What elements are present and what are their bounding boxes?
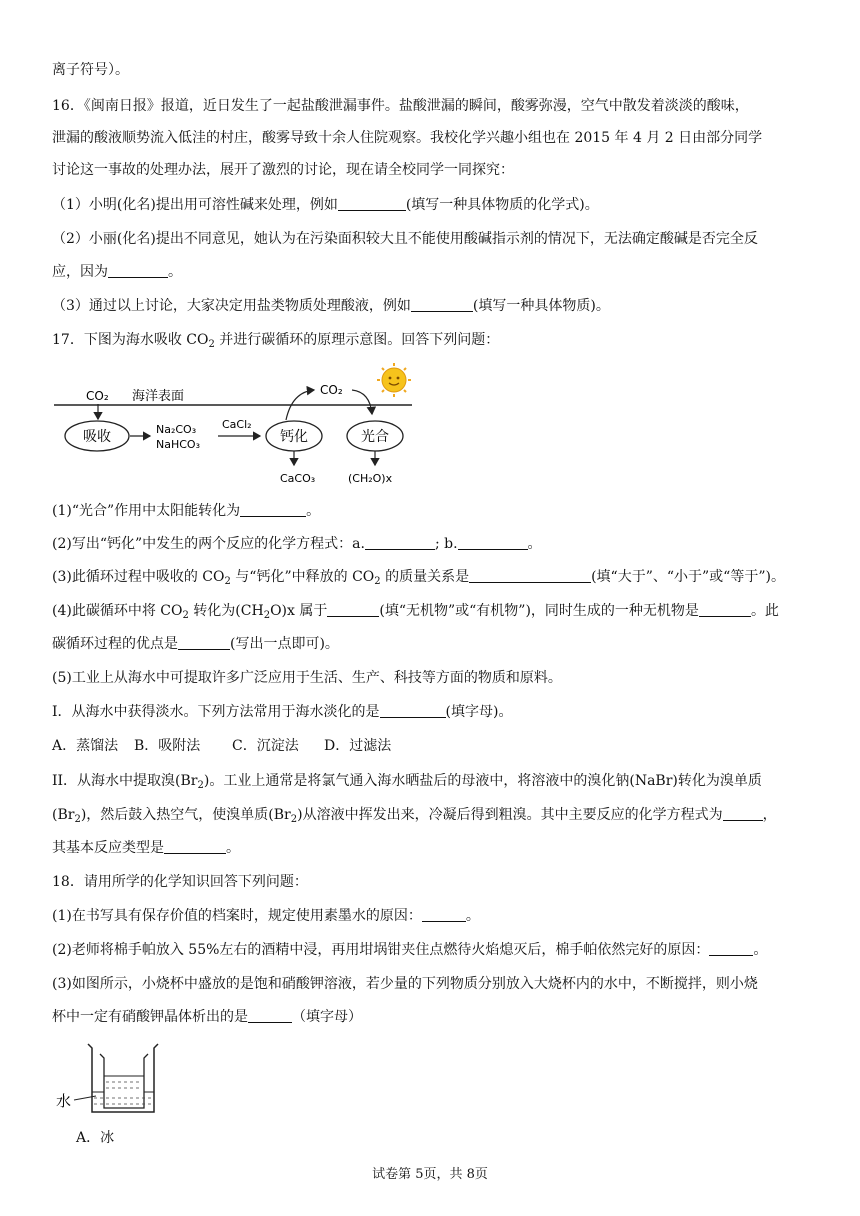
q17-s4-text-b: 转化为(CH — [188, 603, 264, 619]
q17-s4-text-f: 碳循环过程的优点是 — [52, 636, 178, 652]
subscript-2: 2 — [290, 814, 298, 825]
q17-s3-text-a: (3)此循环过程中吸收的 CO — [52, 569, 225, 585]
answer-blank[interactable] — [240, 502, 306, 517]
q16-p2-text: 应，因为 — [52, 264, 108, 280]
photosynthesis-label: 光合 — [361, 429, 389, 445]
q17-ii-text-f: ， — [762, 807, 777, 823]
co2-top-label: CO₂ — [320, 383, 343, 397]
answer-blank[interactable] — [327, 602, 379, 617]
q17-part-ii-cont — [52, 805, 777, 825]
subscript-2: 2 — [182, 610, 189, 621]
answer-blank[interactable] — [422, 907, 466, 922]
option-d: D．过滤法 — [324, 738, 392, 754]
subscript-2: 2 — [224, 576, 231, 587]
carbon-cycle-diagram — [52, 362, 422, 492]
page-footer: 试卷第 5页，共 8页 — [372, 1167, 488, 1182]
q17-ii-text-a: II．从海水中提取溴(Br — [52, 773, 198, 789]
answer-blank[interactable] — [709, 941, 753, 956]
liquid-hatching — [94, 1082, 152, 1104]
q17-ii-text-e: )从溶液中挥发出来，冷凝后得到粗溴。其中主要反应的化学方程式为 — [297, 807, 723, 823]
q18-option-a: A．冰 — [76, 1130, 115, 1146]
q18-sub-2 — [52, 940, 767, 960]
q18-s2-text: (2)老师将棉手帕放入 55%左右的酒精中浸，再用坩埚钳夹住点燃待火焰熄灭后，棉手帕依然完好的原因： — [52, 942, 710, 958]
answer-blank[interactable] — [380, 703, 446, 718]
q17-s1-text: (1)“光合”作用中太阳能转化为 — [52, 503, 241, 519]
q17-intro-sub: 2 — [208, 339, 215, 350]
option-a: A．蒸馏法 — [52, 738, 119, 754]
q17-s2-end: 。 — [527, 536, 542, 552]
subscript-2: 2 — [374, 576, 381, 587]
q17-intro — [52, 330, 499, 350]
q16-part-3 — [52, 296, 610, 316]
small-beaker — [100, 1054, 148, 1108]
q16-p1-text: （1）小明(化名)提出用可溶性碱来处理，例如 — [52, 197, 338, 213]
q16-part-1 — [52, 195, 599, 215]
answer-blank[interactable] — [338, 196, 406, 211]
answer-blank[interactable] — [723, 806, 763, 821]
q16-p1-hint: (填写一种具体物质的化学式)。 — [405, 197, 599, 213]
q18-s3-text: 杯中一定有硝酸钾晶体析出的是 — [52, 1009, 248, 1025]
q18-sub-3: (3)如图所示，小烧杯中盛放的是饱和硝酸钾溶液，若少量的下列物质分别放入大烧杯内的水中，不断搅拌，则小烧 — [52, 976, 758, 992]
q16-p3-text: （3）通过以上讨论，大家决定用盐类物质处理酸液，例如 — [52, 298, 411, 314]
q17-i-text: I．从海水中获得淡水。下列方法常用于海水淡化的是 — [52, 704, 380, 720]
nahco3-label: NaHCO₃ — [156, 438, 200, 451]
beaker-diagram — [56, 1040, 166, 1118]
q18-sub-3-cont — [52, 1007, 362, 1027]
q17-s4-text-e: 。此 — [750, 603, 779, 619]
q17-ii-text-g: 其基本反应类型是 — [52, 840, 164, 856]
q17-sub-4 — [52, 601, 779, 621]
q17-s2-text: (2)写出“钙化”中发生的两个反应的化学方程式：a. — [52, 536, 365, 552]
q17-intro-a: 17．下图为海水吸收 CO — [52, 332, 209, 348]
answer-blank[interactable] — [411, 297, 473, 312]
q17-i-hint: (填字母)。 — [445, 704, 513, 720]
water-label: 水 — [56, 1092, 72, 1110]
q16-text-3: 讨论这一事故的处理办法，展开了激烈的讨论，现在请全校同学一同探究： — [52, 162, 514, 178]
q17-part-i — [52, 702, 512, 722]
answer-blank[interactable] — [164, 839, 226, 854]
q17-s4-text-a: (4)此碳循环中将 CO — [52, 603, 183, 619]
q17-s3-text-b: 与“钙化”中释放的 CO — [230, 569, 375, 585]
q17-ii-text-b: )。工业上通常是将氯气通入海水晒盐后的母液中，将溶液中的溴化钠(NaBr)转化为溴单质 — [203, 773, 762, 789]
q17-s3-hint: (填“大于”、“小于”或“等于”)。 — [591, 569, 785, 585]
q17-ii-text-c: (Br — [52, 807, 75, 823]
q17-intro-b: 并进行碳循环的原理示意图。回答下列问题： — [214, 332, 500, 348]
continuation-line: 离子符号）。 — [52, 62, 129, 78]
q17-s1-end: 。 — [306, 503, 321, 519]
q16-part-2-cont — [52, 262, 182, 282]
q17-part-ii-cont-2 — [52, 838, 240, 858]
q16-part-2: （2）小丽(化名)提出不同意见，她认为在污染面积较大且不能使用酸碱指示剂的情况下，无法确定酸碱是否完全反 — [52, 231, 758, 247]
answer-blank[interactable] — [108, 263, 168, 278]
ch2o-label: (CH₂O)x — [348, 472, 393, 485]
q17-ii-text-h: 。 — [226, 840, 240, 856]
answer-blank[interactable] — [469, 568, 591, 583]
q17-s4-hint: (写出一点即可)。 — [230, 636, 339, 652]
q17-s3-text-c: 的质量关系是 — [380, 569, 470, 585]
q16-p3-hint: (填写一种具体物质)。 — [472, 298, 610, 314]
q17-sub-5: (5)工业上从海水中可提取许多广泛应用于生活、生产、科技等方面的物质和原料。 — [52, 670, 562, 686]
na2co3-label: Na₂CO₃ — [156, 423, 197, 436]
sea-surface-label: 海洋表面 — [132, 389, 185, 404]
q17-s4-text-d: (填“无机物”或“有机物”)，同时生成的一种无机物是 — [379, 603, 699, 619]
q17-s2-mid: ; b. — [434, 536, 458, 552]
subscript-2: 2 — [197, 780, 204, 791]
q17-sub-2 — [52, 534, 542, 554]
caco3-label: CaCO₃ — [280, 472, 316, 485]
q18-sub-1 — [52, 906, 480, 926]
q17-part-ii — [52, 771, 762, 791]
subscript-2: 2 — [263, 610, 271, 621]
answer-blank[interactable] — [365, 535, 435, 550]
q16-text-1: 16．《闽南日报》报道，近日发生了一起盐酸泄漏事件。盐酸泄漏的瞬间，酸雾弥漫，空气中散发着淡淡的酸味， — [52, 98, 749, 114]
subscript-2: 2 — [74, 814, 81, 825]
q16-p2-end: 。 — [168, 264, 182, 280]
q17-s4-text-c: O)x 属于 — [270, 603, 328, 619]
sun-icon — [377, 363, 411, 397]
q18-intro: 18．请用所学的化学知识回答下列问题： — [52, 874, 308, 890]
option-c: C．沉淀法 — [232, 738, 299, 754]
q16-text-2: 泄漏的酸液顺势流入低洼的村庄，酸雾导致十余人住院观察。我校化学兴趣小组也在 2015 年 4 月 2 日由部分同学 — [52, 130, 763, 146]
answer-blank[interactable] — [178, 635, 230, 650]
q17-sub-3 — [52, 567, 785, 587]
arrow-curve-icon — [352, 390, 372, 414]
q17-sub-4-cont — [52, 634, 339, 654]
co2-left-label: CO₂ — [86, 389, 109, 403]
q17-sub-1 — [52, 501, 320, 521]
q18-s3-hint: （填字母） — [292, 1009, 362, 1025]
absorb-label: 吸收 — [83, 429, 111, 445]
answer-blank[interactable] — [458, 535, 528, 550]
answer-blank[interactable] — [248, 1008, 292, 1023]
cacl2-label: CaCl₂ — [222, 418, 252, 431]
q18-s1-text: (1)在书写具有保存价值的档案时，规定使用素墨水的原因： — [52, 908, 422, 924]
q18-s2-end: 。 — [753, 942, 768, 958]
q17-options — [52, 736, 391, 756]
calcify-label: 钙化 — [280, 429, 308, 445]
q17-ii-text-d: )，然后鼓入热空气，使溴单质(Br — [80, 807, 291, 823]
q18-s1-end: 。 — [465, 908, 480, 924]
answer-blank[interactable] — [699, 602, 751, 617]
option-b: B．吸附法 — [134, 738, 201, 754]
